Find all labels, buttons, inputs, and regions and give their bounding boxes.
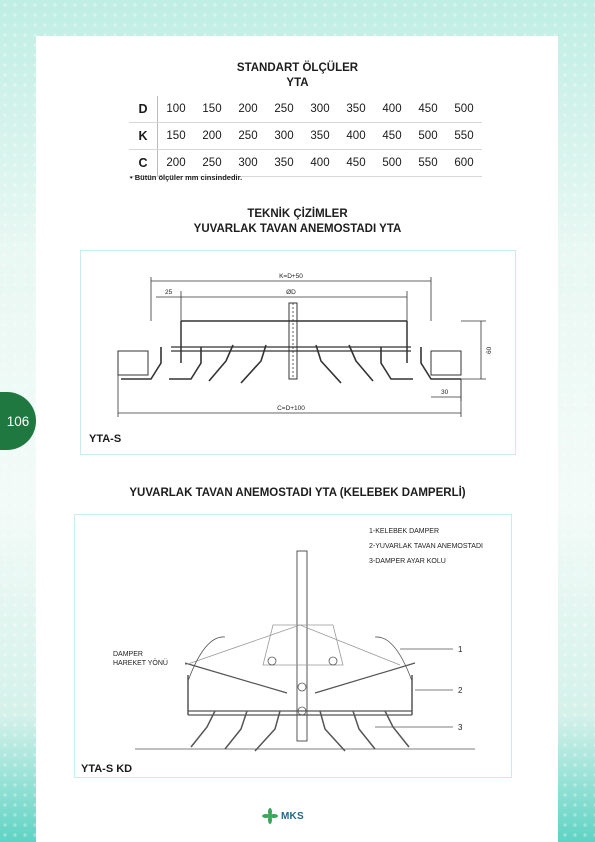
table-cell: 300 (266, 123, 302, 150)
damper-label-2: HAREKET YÖNÜ (113, 660, 168, 667)
callout-1: 1 (458, 645, 463, 654)
drawing1-label: YTA-S (89, 433, 122, 445)
table-cell: 150 (194, 96, 230, 123)
dim-30-label: 30 (441, 389, 449, 396)
table-cell: 400 (374, 96, 410, 123)
dim-k-label: K=D+50 (279, 273, 303, 280)
section1-title: TEKNİK ÇİZİMLER (247, 208, 348, 220)
table-cell: 450 (374, 123, 410, 150)
dim-c-label: C=D+100 (277, 405, 305, 412)
row-header: D (129, 96, 158, 123)
yta-s-technical-drawing (81, 251, 515, 454)
table-cell: 250 (266, 96, 302, 123)
table-row (129, 123, 482, 150)
leaf-logo-icon (262, 808, 278, 824)
table-cell: 600 (446, 150, 482, 177)
brand-logo (262, 808, 304, 824)
table-cell: 550 (446, 123, 482, 150)
dim-60-label: 60 (486, 346, 493, 354)
yta-s-kd-technical-drawing (75, 515, 511, 777)
table-cell: 300 (302, 96, 338, 123)
table-cell: 500 (410, 123, 446, 150)
page-number: 106 (6, 413, 30, 429)
callout-2: 2 (458, 686, 463, 695)
table-cell: 200 (230, 96, 266, 123)
table-cell: 450 (410, 96, 446, 123)
legend-item-1: 1-KELEBEK DAMPER (369, 528, 440, 535)
table-cell: 400 (302, 150, 338, 177)
legend-item-3: 3-DAMPER AYAR KOLU (369, 558, 446, 565)
table-cell: 200 (158, 150, 195, 177)
table-cell: 400 (338, 123, 374, 150)
table-cell: 100 (158, 96, 195, 123)
section1-subtitle: YUVARLAK TAVAN ANEMOSTADI YTA (193, 223, 402, 235)
drawing-yta-s-kd (74, 514, 512, 778)
table-cell: 500 (446, 96, 482, 123)
dimension-table (129, 96, 482, 177)
table-cell: 350 (302, 123, 338, 150)
table-cell: 450 (338, 150, 374, 177)
drawing-yta-s (80, 250, 516, 455)
row-header: K (129, 123, 158, 150)
dim-25-label: 25 (165, 289, 173, 296)
brand-name: MKS (281, 810, 304, 822)
table-cell: 300 (230, 150, 266, 177)
legend-item-2: 2-YUVARLAK TAVAN ANEMOSTADI (369, 543, 483, 550)
table-title: STANDART ÖLÇÜLER (236, 62, 359, 74)
damper-label-1: DAMPER (113, 651, 143, 658)
table-cell: 550 (410, 150, 446, 177)
table-cell: 350 (338, 96, 374, 123)
table-cell: 250 (194, 150, 230, 177)
table-row (129, 96, 482, 123)
callout-3: 3 (458, 723, 463, 732)
table-cell: 200 (194, 123, 230, 150)
table-cell: 500 (374, 150, 410, 177)
table-cell: 350 (266, 150, 302, 177)
units-note: • Bütün ölçüler mm cinsindedir. (130, 173, 243, 182)
table-cell: 250 (230, 123, 266, 150)
drawing2-label: YTA-S KD (81, 763, 133, 775)
table-cell: 150 (158, 123, 195, 150)
table-subtitle: YTA (286, 77, 309, 89)
section2-title: YUVARLAK TAVAN ANEMOSTADI YTA (KELEBEK DAMPERLİ) (129, 487, 466, 499)
dim-d-label: ØD (286, 289, 296, 296)
row-header: C (129, 150, 158, 177)
